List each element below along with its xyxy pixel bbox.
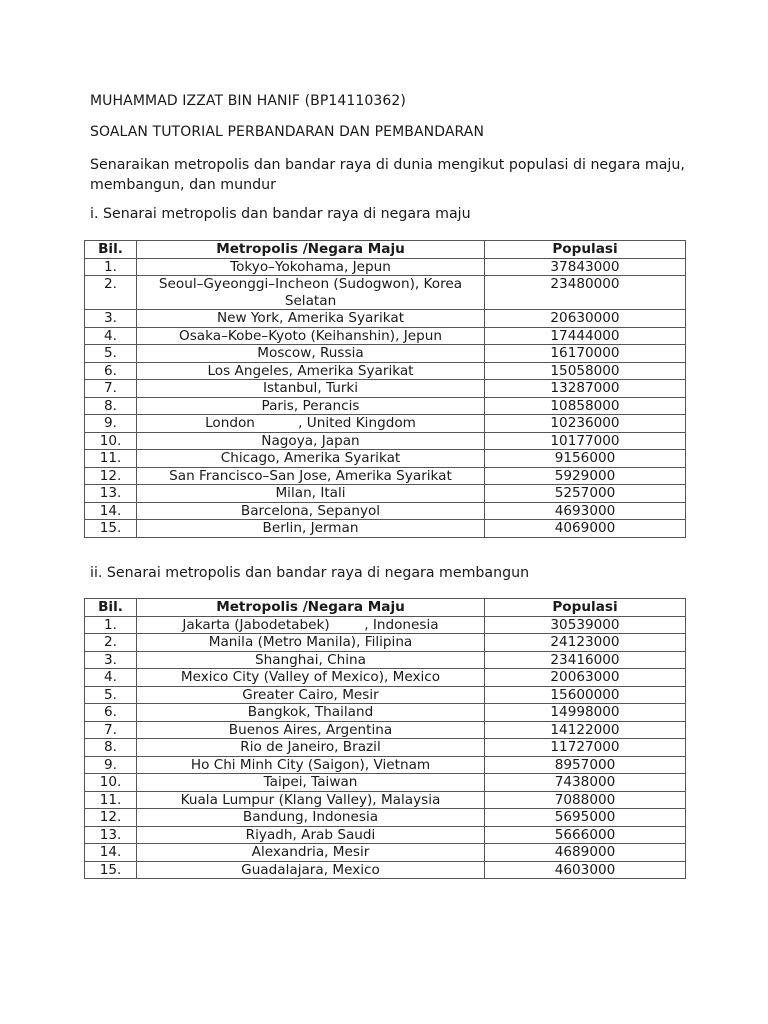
table-row	[85, 450, 686, 468]
table-row	[85, 756, 686, 774]
row-number: 7.	[85, 721, 137, 739]
row-number: 6.	[85, 362, 137, 380]
row-population: 5666000	[485, 826, 686, 844]
table-row	[85, 485, 686, 503]
row-population: 16170000	[485, 345, 686, 363]
row-city: Berlin, Jerman	[137, 520, 485, 538]
row-city: Buenos Aires, Argentina	[137, 721, 485, 739]
row-number: 11.	[85, 450, 137, 468]
row-number: 2.	[85, 634, 137, 652]
column-header-population: Populasi	[485, 599, 686, 617]
table-header-row	[85, 599, 686, 617]
row-city: Greater Cairo, Mesir	[137, 686, 485, 704]
row-population: 4693000	[485, 502, 686, 520]
row-city: Bandung, Indonesia	[137, 809, 485, 827]
row-city: Rio de Janeiro, Brazil	[137, 739, 485, 757]
row-number: 3.	[85, 310, 137, 328]
table-row	[85, 467, 686, 485]
row-city: Riyadh, Arab Saudi	[137, 826, 485, 844]
row-city: New York, Amerika Syarikat	[137, 310, 485, 328]
row-number: 5.	[85, 345, 137, 363]
table-row	[85, 345, 686, 363]
row-city: Kuala Lumpur (Klang Valley), Malaysia	[137, 791, 485, 809]
row-number: 11.	[85, 791, 137, 809]
row-city: Seoul–Gyeonggi–Incheon (Sudogwon), Korea Selatan	[137, 276, 485, 310]
row-population: 37843000	[485, 258, 686, 276]
row-city: Istanbul, Turki	[137, 380, 485, 398]
row-city: Manila (Metro Manila), Filipina	[137, 634, 485, 652]
table-row	[85, 791, 686, 809]
row-city: Los Angeles, Amerika Syarikat	[137, 362, 485, 380]
row-city: Chicago, Amerika Syarikat	[137, 450, 485, 468]
table-row	[85, 669, 686, 687]
table-row	[85, 634, 686, 652]
table-row	[85, 432, 686, 450]
row-population: 9156000	[485, 450, 686, 468]
row-population: 4603000	[485, 861, 686, 879]
row-number: 4.	[85, 669, 137, 687]
row-city: Ho Chi Minh City (Saigon), Vietnam	[137, 756, 485, 774]
row-number: 14.	[85, 844, 137, 862]
row-number: 5.	[85, 686, 137, 704]
row-population: 14122000	[485, 721, 686, 739]
table-row	[85, 686, 686, 704]
row-population: 17444000	[485, 327, 686, 345]
developed-cities-table	[84, 240, 686, 538]
row-number: 9.	[85, 415, 137, 433]
table-row	[85, 327, 686, 345]
row-population: 11727000	[485, 739, 686, 757]
row-city: Taipei, Taiwan	[137, 774, 485, 792]
row-number: 15.	[85, 861, 137, 879]
row-population: 20630000	[485, 310, 686, 328]
row-number: 2.	[85, 276, 137, 310]
row-city: Nagoya, Japan	[137, 432, 485, 450]
row-city: Alexandria, Mesir	[137, 844, 485, 862]
row-city: Jakarta (Jabodetabek) , Indonesia	[137, 616, 485, 634]
table-row	[85, 826, 686, 844]
row-population: 24123000	[485, 634, 686, 652]
column-header-number: Bil.	[85, 599, 137, 617]
row-population: 5257000	[485, 485, 686, 503]
table-row	[85, 502, 686, 520]
row-number: 8.	[85, 739, 137, 757]
row-population: 4069000	[485, 520, 686, 538]
row-city: Shanghai, China	[137, 651, 485, 669]
table-row	[85, 861, 686, 879]
document-title: SOALAN TUTORIAL PERBANDARAN DAN PEMBANDARAN	[90, 124, 485, 140]
section2-label: ii. Senarai metropolis dan bandar raya di negara membangun	[90, 565, 530, 581]
row-number: 13.	[85, 485, 137, 503]
row-population: 13287000	[485, 380, 686, 398]
row-city: Mexico City (Valley of Mexico), Mexico	[137, 669, 485, 687]
row-population: 10858000	[485, 397, 686, 415]
row-population: 5695000	[485, 809, 686, 827]
table-row	[85, 739, 686, 757]
table-header-row	[85, 241, 686, 259]
table-row	[85, 380, 686, 398]
section1-label: i. Senarai metropolis dan bandar raya di negara maju	[90, 206, 471, 222]
row-population: 10236000	[485, 415, 686, 433]
row-population: 7438000	[485, 774, 686, 792]
author-line: MUHAMMAD IZZAT BIN HANIF (BP14110362)	[90, 93, 406, 109]
row-number: 10.	[85, 432, 137, 450]
table-row	[85, 809, 686, 827]
row-population: 23416000	[485, 651, 686, 669]
row-number: 13.	[85, 826, 137, 844]
table-row	[85, 362, 686, 380]
table-row	[85, 520, 686, 538]
developing-cities-table	[84, 598, 686, 879]
row-city: Milan, Itali	[137, 485, 485, 503]
row-number: 14.	[85, 502, 137, 520]
row-number: 8.	[85, 397, 137, 415]
table-row	[85, 415, 686, 433]
row-number: 9.	[85, 756, 137, 774]
table-row	[85, 276, 686, 310]
row-population: 8957000	[485, 756, 686, 774]
row-number: 15.	[85, 520, 137, 538]
row-number: 12.	[85, 809, 137, 827]
row-number: 1.	[85, 258, 137, 276]
row-population: 30539000	[485, 616, 686, 634]
row-number: 7.	[85, 380, 137, 398]
row-city: San Francisco–San Jose, Amerika Syarikat	[137, 467, 485, 485]
row-number: 6.	[85, 704, 137, 722]
row-city: Guadalajara, Mexico	[137, 861, 485, 879]
row-city: Bangkok, Thailand	[137, 704, 485, 722]
intro-paragraph: Senaraikan metropolis dan bandar raya di dunia mengikut populasi di negara maju, membangun, dan mundur	[90, 157, 685, 193]
table-row	[85, 721, 686, 739]
row-population: 7088000	[485, 791, 686, 809]
row-population: 14998000	[485, 704, 686, 722]
row-number: 4.	[85, 327, 137, 345]
row-city: London , United Kingdom	[137, 415, 485, 433]
row-population: 10177000	[485, 432, 686, 450]
table-row	[85, 616, 686, 634]
column-header-number: Bil.	[85, 241, 137, 259]
table-row	[85, 310, 686, 328]
column-header-city: Metropolis /Negara Maju	[137, 599, 485, 617]
table-row	[85, 397, 686, 415]
column-header-population: Populasi	[485, 241, 686, 259]
row-number: 10.	[85, 774, 137, 792]
row-city: Tokyo–Yokohama, Jepun	[137, 258, 485, 276]
row-city: Barcelona, Sepanyol	[137, 502, 485, 520]
row-number: 12.	[85, 467, 137, 485]
row-population: 15600000	[485, 686, 686, 704]
table-row	[85, 651, 686, 669]
table-row	[85, 774, 686, 792]
row-city: Moscow, Russia	[137, 345, 485, 363]
row-number: 1.	[85, 616, 137, 634]
column-header-city: Metropolis /Negara Maju	[137, 241, 485, 259]
row-city: Paris, Perancis	[137, 397, 485, 415]
row-population: 4689000	[485, 844, 686, 862]
row-number: 3.	[85, 651, 137, 669]
table-row	[85, 258, 686, 276]
row-city: Osaka–Kobe–Kyoto (Keihanshin), Jepun	[137, 327, 485, 345]
row-population: 23480000	[485, 276, 686, 310]
row-population: 15058000	[485, 362, 686, 380]
row-population: 5929000	[485, 467, 686, 485]
table-row	[85, 844, 686, 862]
row-population: 20063000	[485, 669, 686, 687]
table-row	[85, 704, 686, 722]
